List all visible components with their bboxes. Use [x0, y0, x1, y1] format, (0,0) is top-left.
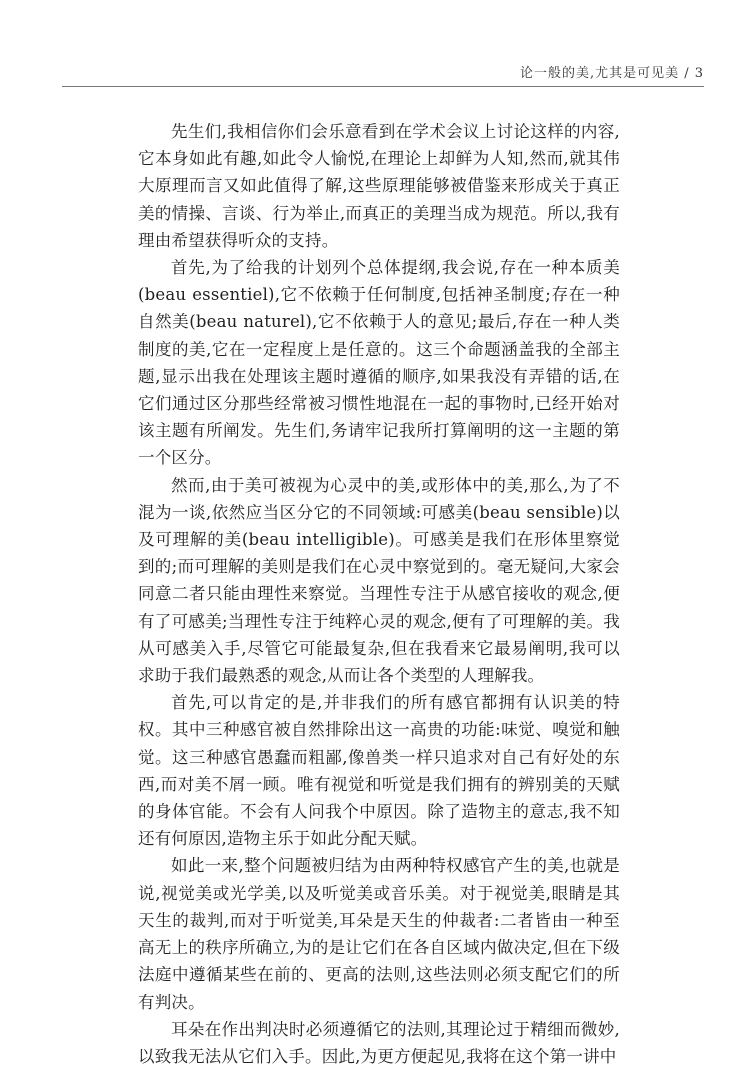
paragraph: 首先,可以肯定的是,并非我们的所有感官都拥有认识美的特权。其中三种感官被自然排除出这一高贵的功能:味觉、嗅觉和触觉。这三种感官愚蠢而粗鄙,像兽类一样只追求对自己有好处的东西,而对美不屑一顾。唯有视觉和听觉是我们拥有的辨别美的天赋的身体官能。不会有人问我个中原因。除了造物主的意志,我不知还有何原因,造物主乐于如此分配天赋。	[138, 693, 620, 849]
body-text	[138, 118, 620, 1070]
running-header: 论一般的美,尤其是可见美 / 3	[519, 66, 704, 81]
paragraph: 如此一来,整个问题被归结为由两种特权感官产生的美,也就是说,视觉美或光学美,以及听觉美或音乐美。对于视觉美,眼睛是其天生的裁判,而对于听觉美,耳朵是天生的仲裁者:二者皆由一种至高无上的秩序所确立,为的是让它们在各自区域内做决定,但在下级法庭中遵循某些在前的、更高的法则,这些法则必须支配它们的所有判决。	[138, 856, 620, 1012]
paragraph: 首先,为了给我的计划列个总体提纲,我会说,存在一种本质美(beau essentiel),它不依赖于任何制度,包括神圣制度;存在一种自然美(beau naturel),它不依赖于人的意见;最后,存在一种人类制度的美,它在一定程度上是任意的。这三个命题涵盖我的全部主题,显示出我在处理该主题时遵循的顺序,如果我没有弄错的话,在它们通过区分那些经常被习惯性地混在一起的事物时,已经开始对该主题有所阐发。先生们,务请牢记我所打算阐明的这一主题的第一个区分。	[138, 258, 620, 468]
paragraph: 然而,由于美可被视为心灵中的美,或形体中的美,那么,为了不混为一谈,依然应当区分它的不同领域:可感美(beau sensible)以及可理解的美(beau intelligible)。可感美是我们在形体里察觉到的;而可理解的美则是我们在心灵中察觉到的。毫无疑问,大家会同意二者只能由理性来察觉。当理性专注于从感官接收的观念,便有了可感美;当理性专注于纯粹心灵的观念,便有了可理解的美。我从可感美入手,尽管它可能最复杂,但在我看来它最易阐明,我可以求助于我们最熟悉的观念,从而让各个类型的人理解我。	[138, 475, 620, 686]
header-rule	[62, 86, 704, 87]
paragraph: 耳朵在作出判决时必须遵循它的法则,其理论过于精细而微妙,以致我无法从它们入手。因此,为更方便起见,我将在这个第一讲中	[138, 1019, 620, 1066]
paragraph: 先生们,我相信你们会乐意看到在学术会议上讨论这样的内容,它本身如此有趣,如此令人愉悦,在理论上却鲜为人知,然而,就其伟大原理而言又如此值得了解,这些原理能够被借鉴来形成关于真正美的情操、言谈、行为举止,而真正的美理当成为规范。所以,我有理由希望获得听众的支持。	[138, 122, 620, 250]
